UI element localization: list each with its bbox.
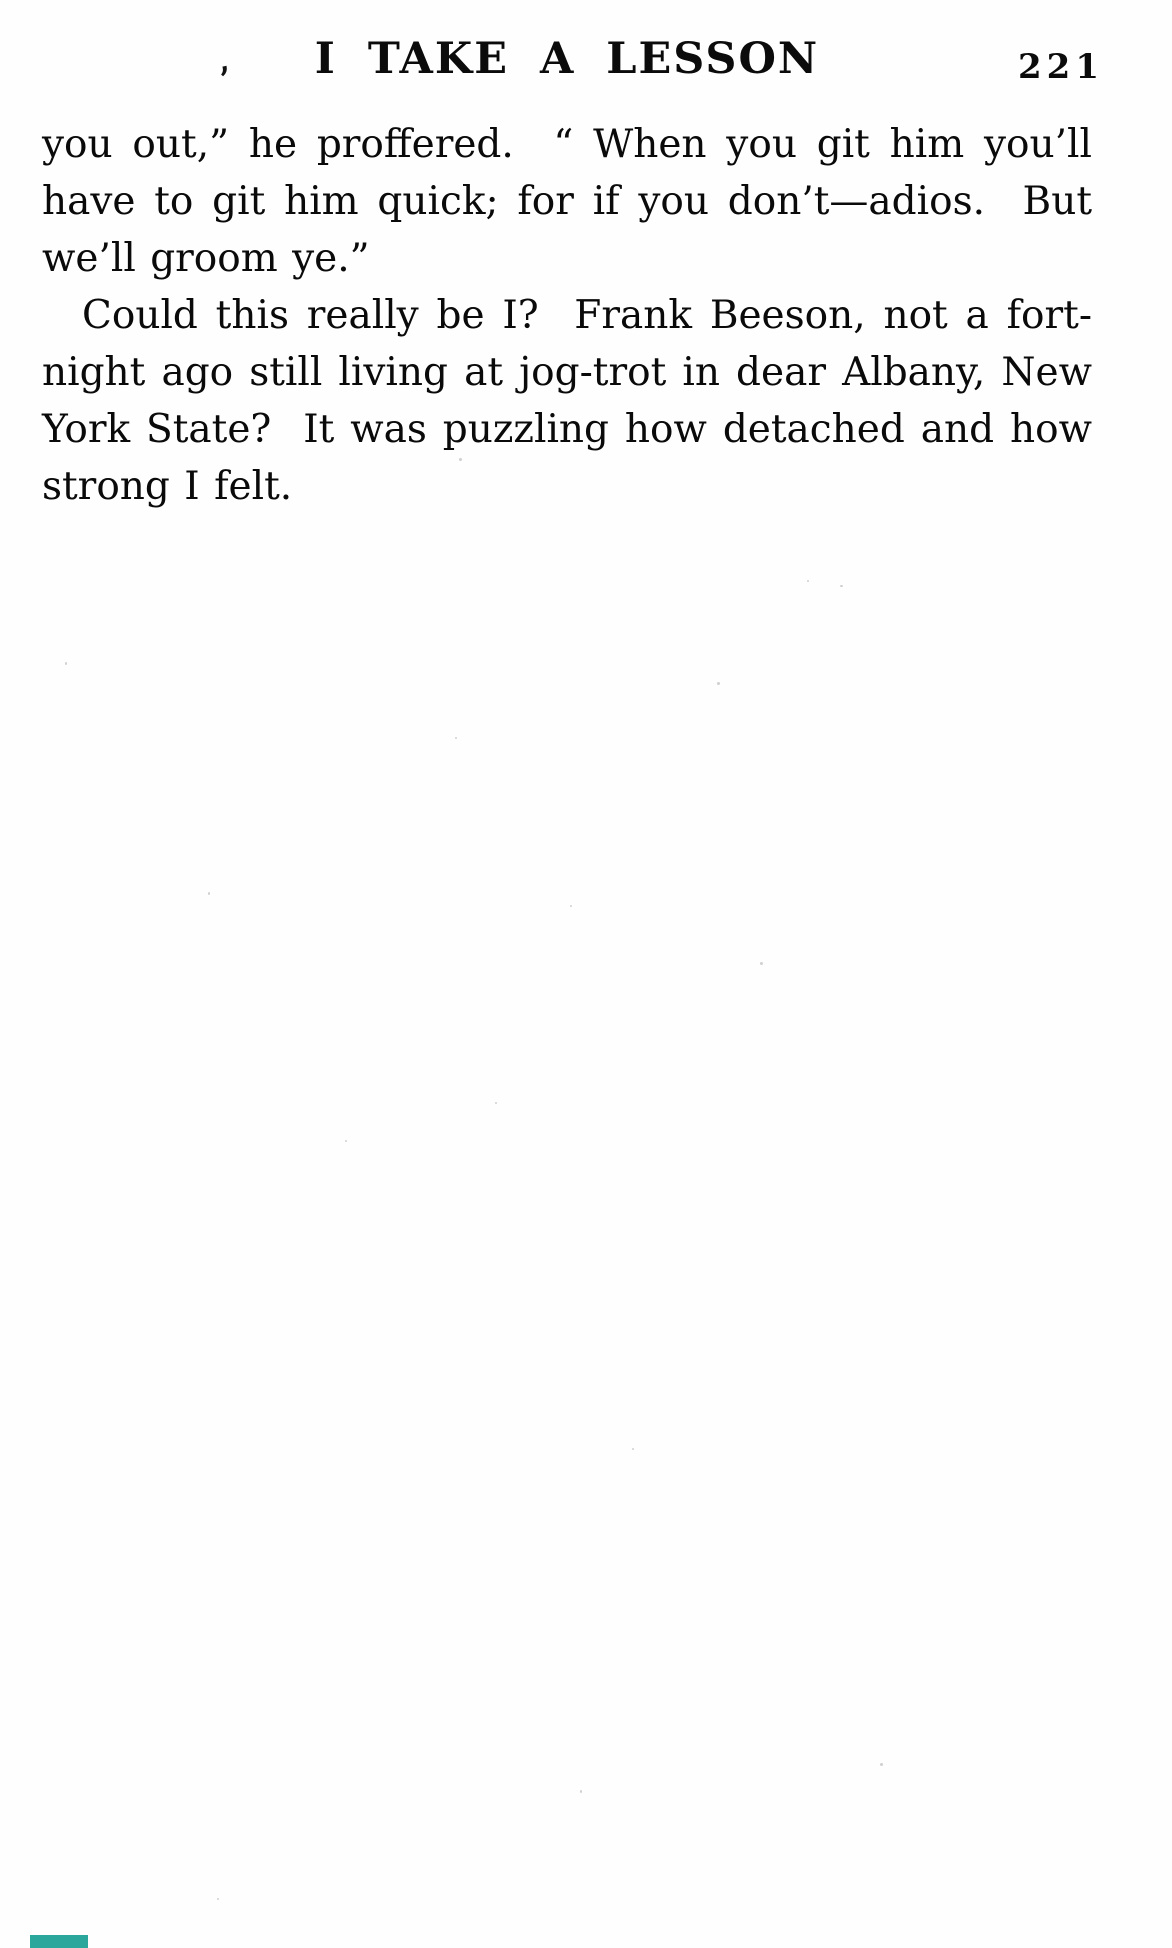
paragraph-2: [42, 287, 1092, 515]
scan-speck: [807, 580, 809, 582]
scan-speck: [840, 585, 843, 587]
running-title: I TAKE A LESSON: [314, 34, 820, 84]
scan-speck: [570, 905, 572, 907]
scan-speck: [217, 1898, 219, 1900]
scan-speck: [65, 662, 67, 665]
text-line: we’ll groom ye.”: [42, 236, 370, 281]
scan-speck: [455, 737, 457, 739]
page-number: 221: [1018, 47, 1104, 87]
scan-speck: [632, 1448, 634, 1450]
text-line: Could this really be I? Frank Beeson, not a fort-: [82, 293, 1092, 338]
text-line: have to git him quick; for if you don’t—adios. But: [42, 179, 1092, 224]
scan-speck: [880, 1763, 883, 1766]
scan-speck: [459, 458, 462, 461]
page-header: [0, 0, 1172, 100]
paragraph-1: [42, 116, 1092, 287]
text-line: you out,” he proffered. “ When you git him you’ll: [42, 122, 1092, 167]
scanner-color-strip: [30, 1935, 88, 1948]
scan-speck: [760, 962, 763, 965]
scan-speck: [717, 682, 720, 685]
text-line: night ago still living at jog-trot in dear Albany, New: [42, 350, 1092, 395]
page-body: [42, 116, 1092, 515]
scan-speck: [208, 892, 210, 895]
text-line: York State? It was puzzling how detached and how: [42, 407, 1092, 452]
scan-speck: [345, 1140, 347, 1142]
ink-smudge-mark: ,: [214, 43, 232, 80]
scan-speck: [495, 1102, 497, 1104]
scan-speck: [580, 1790, 582, 1793]
text-line: strong I felt.: [42, 464, 293, 509]
